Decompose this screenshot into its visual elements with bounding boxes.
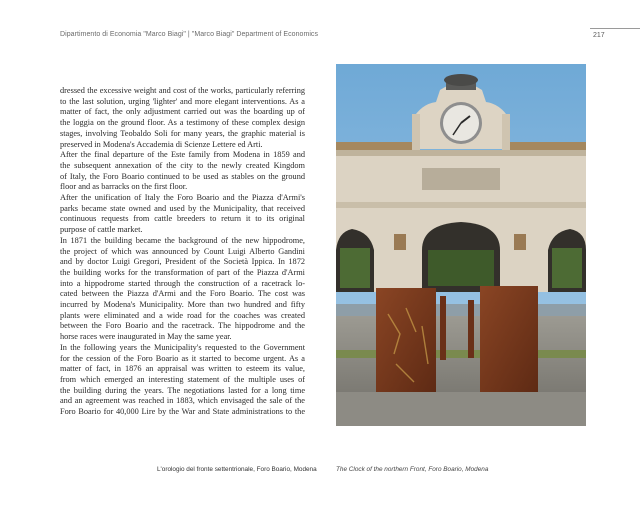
cornice: [336, 150, 586, 156]
header-rule: [590, 28, 640, 29]
bust-right: [514, 234, 526, 250]
body-line: plants were eliminated and a wide road for the coaches was created: [60, 310, 305, 320]
body-line: from which emerged an interesting statement of the multiple uses of: [60, 374, 305, 384]
body-line: purpose of cattle market.: [60, 225, 143, 235]
body-line: between the Foro Boario and the racetrack. The hippodrome and the: [60, 321, 305, 331]
plinth: [336, 392, 586, 426]
body-line: and an agreement was reached in 1883, which envisaged the sale of the: [60, 396, 305, 406]
rust-sculpture-left: [376, 288, 436, 392]
body-text: [60, 86, 305, 418]
body-line: matter of fact, the only adjustment carried out was the boarding up of: [60, 107, 305, 117]
photo-foro-boario-clock: [336, 64, 586, 426]
roof-right: [506, 142, 586, 150]
body-line: dressed the excessive weight and cost of the works, particularly referring: [60, 86, 305, 95]
body-line: parks became state owned and used by the Municipality, that received: [60, 203, 305, 213]
body-line: After the unification of Italy the Foro Boario and the Piazza d'Armi's: [60, 193, 305, 203]
pilaster-right: [502, 114, 510, 154]
page-number: 217: [593, 32, 605, 39]
body-line: the loggia on the ground floor. As a testimony of these complex design: [60, 118, 305, 128]
body-line: of Italy, the Foro Boario continued to be used as stables on the ground: [60, 171, 305, 181]
caption-english: The Clock of the northern Front, Foro Boario, Modena: [336, 466, 489, 473]
body-line: the subsequent annexation of the city to the newly created Kingdom: [60, 160, 305, 170]
body-line: into a hippodrome started through the construction of a racetrack lo-: [60, 278, 305, 288]
body-line: stages, involving Teobaldo Soli for many years, the graphic material is: [60, 128, 305, 138]
rust-sculpture-mid: [440, 296, 446, 360]
body-line: continuous requests from cattle breeders to return it to its original: [60, 214, 305, 224]
rust-sculpture-back: [468, 300, 474, 358]
body-line: floor and as barracks on the first floor.: [60, 182, 188, 192]
body-line: the building works for the transformation of part of the Piazza d'Armi: [60, 267, 305, 277]
bust-left: [394, 234, 406, 250]
tree-canopy: [428, 250, 494, 286]
body-line: the building during the years. The negotiations lasted for a long time: [60, 385, 305, 395]
body-line: preserved in Modena's Accademia di Scienze Lettere ed Arti.: [60, 139, 263, 149]
body-line: horse races were inaugurated in May the same year.: [60, 332, 232, 342]
running-header: Dipartimento di Economia "Marco Biagi" | "Marco Biagi" Department of Economics: [60, 31, 319, 38]
body-line: In 1871 the building became the background of the new hippodrome,: [60, 235, 305, 245]
body-line: to the last solution, urging 'lighter' and more elegant interventions. As a: [60, 96, 305, 106]
body-line: Foro Boario for 40,000 Lire by the War and State administrations to the: [60, 407, 305, 417]
body-line: and by doctor Luigi Gregori, President of the Società Ippica. In 1872: [60, 257, 305, 267]
body-line: matter of fact, in 1876 an appraisal was written to esteem its value,: [60, 364, 305, 374]
tower-dome: [444, 74, 478, 86]
caption-italian: L'orologio del fronte settentrionale, Foro Boario, Modena: [157, 466, 317, 473]
relief-panel: [422, 168, 500, 190]
body-line: for the cession of the Foro Boario as it started to become urgent. As a: [60, 353, 305, 363]
body-line: incurred by Modena's Municipality. More than two hundred and fifty: [60, 300, 305, 310]
body-line: cated between the Piazza d'Armi and the Foro Boario. The cost was: [60, 289, 305, 299]
pilaster-left: [412, 114, 420, 154]
lawn: [336, 350, 586, 358]
rust-sculpture-right: [480, 286, 538, 392]
tree-canopy-left: [340, 248, 370, 288]
body-line: In the following years the Municipality's requested to the Government: [60, 342, 305, 352]
body-line: After the final departure of the Este family from Modena in 1859 and: [60, 150, 305, 160]
fence: [336, 304, 586, 316]
tree-canopy-right: [552, 248, 582, 288]
frieze: [336, 202, 586, 208]
roof-left: [336, 142, 416, 150]
body-line: the project of which was announced by Count Luigi Alberto Gandini: [60, 246, 305, 256]
